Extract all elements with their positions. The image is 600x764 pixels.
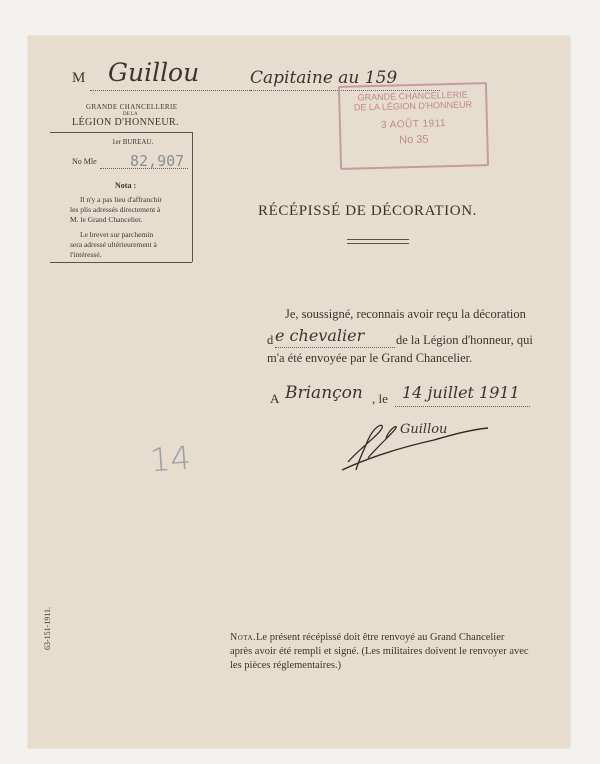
nota-para1-line1: Il n'y a pas lieu d'affranchir bbox=[80, 195, 162, 204]
place-city: Briançon bbox=[285, 383, 363, 403]
signature-name: Guillou bbox=[400, 422, 448, 437]
place-prefix: A bbox=[270, 391, 280, 406]
footer-nota-line1: Le présent récépissé doit être renvoyé au Grand Chancelier bbox=[256, 632, 505, 643]
chancellerie-line2: DE LA bbox=[123, 112, 138, 117]
body-line2-prefix: d bbox=[267, 333, 274, 347]
nota-title: Nota : bbox=[115, 181, 137, 190]
footer-nota-label: Nota. bbox=[230, 632, 257, 643]
nota-para2-line1: Le brevet sur parchemin bbox=[80, 230, 154, 239]
body-line1: Je, soussigné, reconnais avoir reçu la décoration bbox=[285, 307, 526, 321]
bureau-label: 1er BUREAU. bbox=[112, 138, 154, 146]
chancellerie-line1: GRANDE CHANCELLERIE bbox=[86, 103, 178, 111]
document-title: RÉCÉPISSÉ DE DÉCORATION. bbox=[258, 203, 477, 219]
date-rule bbox=[395, 406, 530, 407]
body-line2-suffix: de la Légion d'honneur, qui bbox=[396, 333, 533, 347]
signature bbox=[338, 418, 498, 478]
nota-para1-line3: M. le Grand Chancelier. bbox=[70, 215, 143, 224]
stamp-date: 3 AOÛT 1911 bbox=[380, 118, 447, 131]
recipient-prefix: M bbox=[72, 70, 86, 86]
place-date: 14 juillet 1911 bbox=[402, 383, 520, 402]
nota-para2-line3: l'intéressé. bbox=[70, 250, 102, 259]
number-label: No Mle bbox=[72, 157, 97, 166]
recipient-name: Guillou bbox=[108, 58, 200, 87]
side-code: 63-151-1911. bbox=[43, 606, 52, 650]
stamp-line2: DE LA LÉGION D'HONNEUR bbox=[353, 99, 473, 113]
recipient-rank: Capitaine au 159 bbox=[250, 68, 398, 88]
number-rule bbox=[100, 168, 188, 169]
reception-stamp bbox=[338, 82, 489, 170]
name-rule bbox=[90, 90, 250, 91]
grade-rule bbox=[275, 347, 395, 348]
stamp-number: No 35 bbox=[399, 133, 429, 147]
nota-para1-line2: les plis adressés directement à bbox=[70, 205, 161, 214]
number-value: 82,907 bbox=[130, 152, 185, 170]
decoration-grade: e chevalier bbox=[275, 326, 365, 345]
nota-para2-line2: sera adressé ultérieurement à bbox=[70, 240, 157, 249]
margin-note: 14 bbox=[148, 438, 192, 480]
footer-nota-line2: après avoir été rempli et signé. (Les militaires doivent le renvoyer avec bbox=[230, 646, 529, 657]
body-line3: m'a été envoyée par le Grand Chancelier. bbox=[267, 351, 473, 365]
footer-nota-line3: les pièces réglementaires.) bbox=[230, 660, 342, 671]
title-ornament bbox=[347, 239, 409, 244]
left-box-side-rule bbox=[192, 132, 193, 262]
chancellerie-line3: LÉGION D'HONNEUR. bbox=[72, 117, 179, 128]
place-middle: , le bbox=[372, 391, 388, 406]
stamp-line1: GRANDE CHANCELLERIE bbox=[357, 89, 468, 103]
left-box-top-rule bbox=[50, 132, 192, 133]
left-box-bottom-rule bbox=[50, 262, 192, 263]
